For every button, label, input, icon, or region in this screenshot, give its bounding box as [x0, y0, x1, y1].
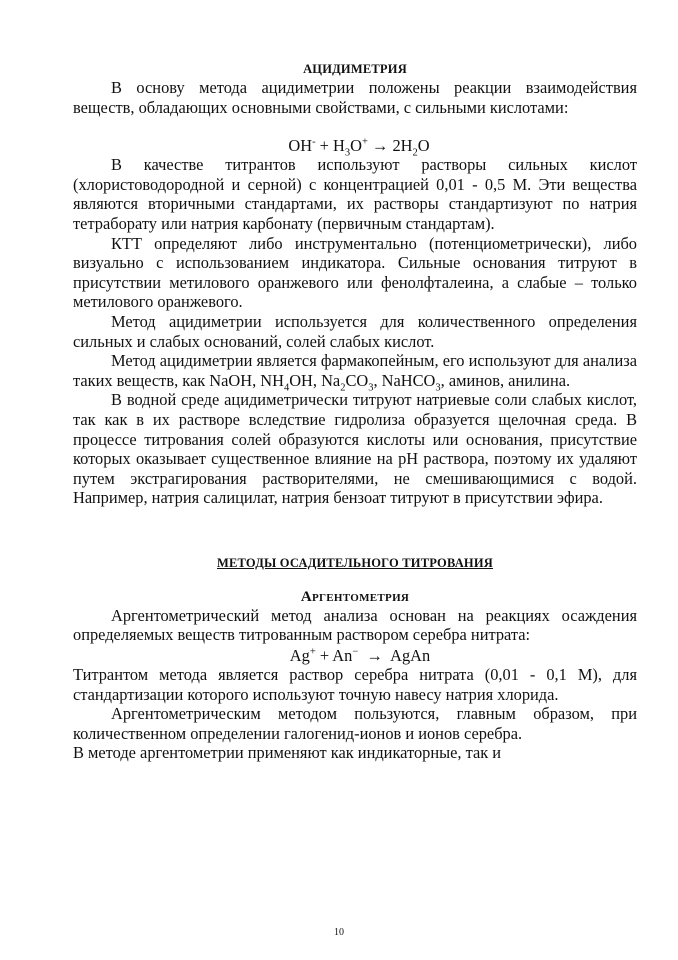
paragraph-titrants: В качестве титрантов используют растворы сильных кислот (хлористоводородной и серной) с концентрацией 0,01 - 0,5 М. Эти вещества являются вторичными стандартами, их растворы стандартизуют по натрия тетраборату или натрия карбонату (первичным стандартам).: [73, 155, 637, 233]
paragraph-pharmacopoeia: Метод ацидиметрии является фармакопейным, его используют для анализа таких веществ, как NaOH, $NH_4OH$, $Na_2CO_3$, NaHCO$_3$, аминов, анилина.: [73, 351, 637, 393]
section-title-precipitation: МЕТОДЫ ОСАДИТЕЛЬНОГО ТИТРОВАНИЯ: [217, 555, 493, 570]
paragraph-titrant-silver-nitrate: Титрантом метода является раствор серебра нитрата (0,01 - 0,1 М), для стандартизации которого используют точную навесу натрия хлорида.: [73, 665, 637, 704]
paragraph-usage: Метод ацидиметрии используется для количественного определения сильных и слабых оснований, солей слабых кислот.: [73, 311, 637, 351]
subsection-title-argentometry: Аргентометрия: [300, 588, 410, 605]
paragraph-indicators: В методе аргентометрии применяют как индикаторные, так и: [73, 743, 502, 763]
page-number: 10: [334, 927, 344, 938]
paragraph-acidimetry-intro: В основу метода ацидиметрии положены реакции взаимодействия веществ, обладающих основными свойствами, с сильными кислотами:: [73, 78, 637, 117]
section-title-acidimetry: АЦИДИМЕТРИЯ: [303, 62, 407, 76]
paragraph-halide-determination: Аргентометрическим методом пользуются, главным образом, при количественном определении галогенид-ионов и ионов серебра.: [73, 704, 637, 743]
equation-precipitation: Ag+ + An− → AgAn: [289, 646, 431, 666]
paragraph-aqueous-medium: В водной среде ацидиметрически титруют натриевые соли слабых кислот, так как в их растворе вследствие гидролиза образуется щелочная среда. В процессе титрования солей образуются кислоты или основания, присутствие которых оказывает существенное влияние на pH раствора, поэтому их удаляют путем экстрагирования растворителями, не смешивающимися с водой. Например, натрия салицилат, натрия бензоат титруют в присутствии эфира.: [73, 390, 637, 508]
paragraph-endpoint: КТТ определяют либо инструментально (потенциометрически), либо визуально с использованием индикатора. Сильные основания титруют в присутствии метилового оранжевого или фенолфталеина, а слабые – только метилового оранжевого.: [73, 233, 637, 312]
equation-neutralization: $OH^- + H_3O^+ \to 2H_2O$: [288, 136, 430, 159]
paragraph-argentometry-intro: Аргентометрический метод анализа основан на реакциях осаждения определяемых веществ титрованным раствором серебра нитрата:: [73, 605, 637, 645]
page-content: [73, 58, 637, 763]
